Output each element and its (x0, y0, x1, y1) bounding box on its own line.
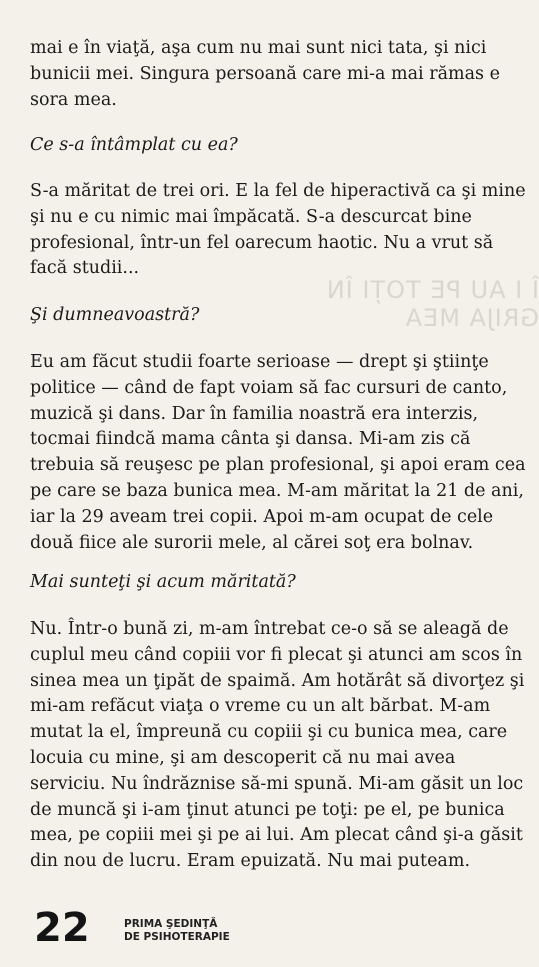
running-head-line-1: PRIMA ŞEDINŢĂ (124, 918, 218, 930)
paragraph-3: Eu am făcut studii foarte serioase — drept şi ştiinţe politice — când de fapt voiam să fac cursuri de canto, muzică şi dans. Dar în familia noastră era interzis, tocmai fiindcă mama cânta şi dansa. Mi-am zis că trebuia să reuşesc pe plan profesional, şi apoi eram cea pe care se baza bunica mea. M-am măritat la 21 de ani, iar la 29 aveam trei copii. Apoi m-am ocupat de cele două fiice ale surorii mele, al cărei soţ era bolnav. (30, 352, 526, 553)
interviewer-question-2: Şi dumneavoastră? (30, 305, 200, 325)
paragraph-1: mai e în viaţă, aşa cum nu mai sunt nici tata, şi nici bunicii mei. Singura persoană care mi-a mai rămas e sora mea. (30, 38, 500, 110)
running-head-line-2: DE PSIHOTERAPIE (124, 931, 230, 943)
page-number: 22 (34, 905, 90, 951)
interviewer-question-1: Ce s-a întâmplat cu ea? (30, 135, 238, 155)
bleed-through-heading: Î I AU PE TOȚI ÎN GRIJA MEA (325, 276, 539, 332)
paragraph-4: Nu. Într-o bună zi, m-am întrebat ce-o să se aleagă de cuplul meu când copiii vor fi plecat şi atunci am scos în sinea mea un ţipăt de spaimă. Am hotărât să divorţez şi mi-am refăcut viaţa o vreme cu un alt bărbat. M-am mutat la el, împreună cu copiii şi cu bunica mea, care locuia cu mine, şi am descoperit că nu mai avea serviciu. Nu îndrăznise să-mi spună. Mi-am găsit un loc de muncă şi i-am ţinut atunci pe toţi: pe el, pe bunica mea, pe copiii mei şi pe ai lui. Am plecat când şi-a găsit din nou de lucru. Eram epuizată. Nu mai puteam. (30, 619, 525, 872)
interviewer-question-3: Mai sunteţi şi acum măritată? (30, 572, 296, 592)
paragraph-2: S-a măritat de trei ori. E la fel de hiperactivă ca şi mine şi nu e cu nimic mai împăcată. S-a descurcat bine profesional, într-un fel oarecum haotic. Nu a vrut să facă studii... (30, 181, 526, 279)
running-head (124, 918, 230, 944)
